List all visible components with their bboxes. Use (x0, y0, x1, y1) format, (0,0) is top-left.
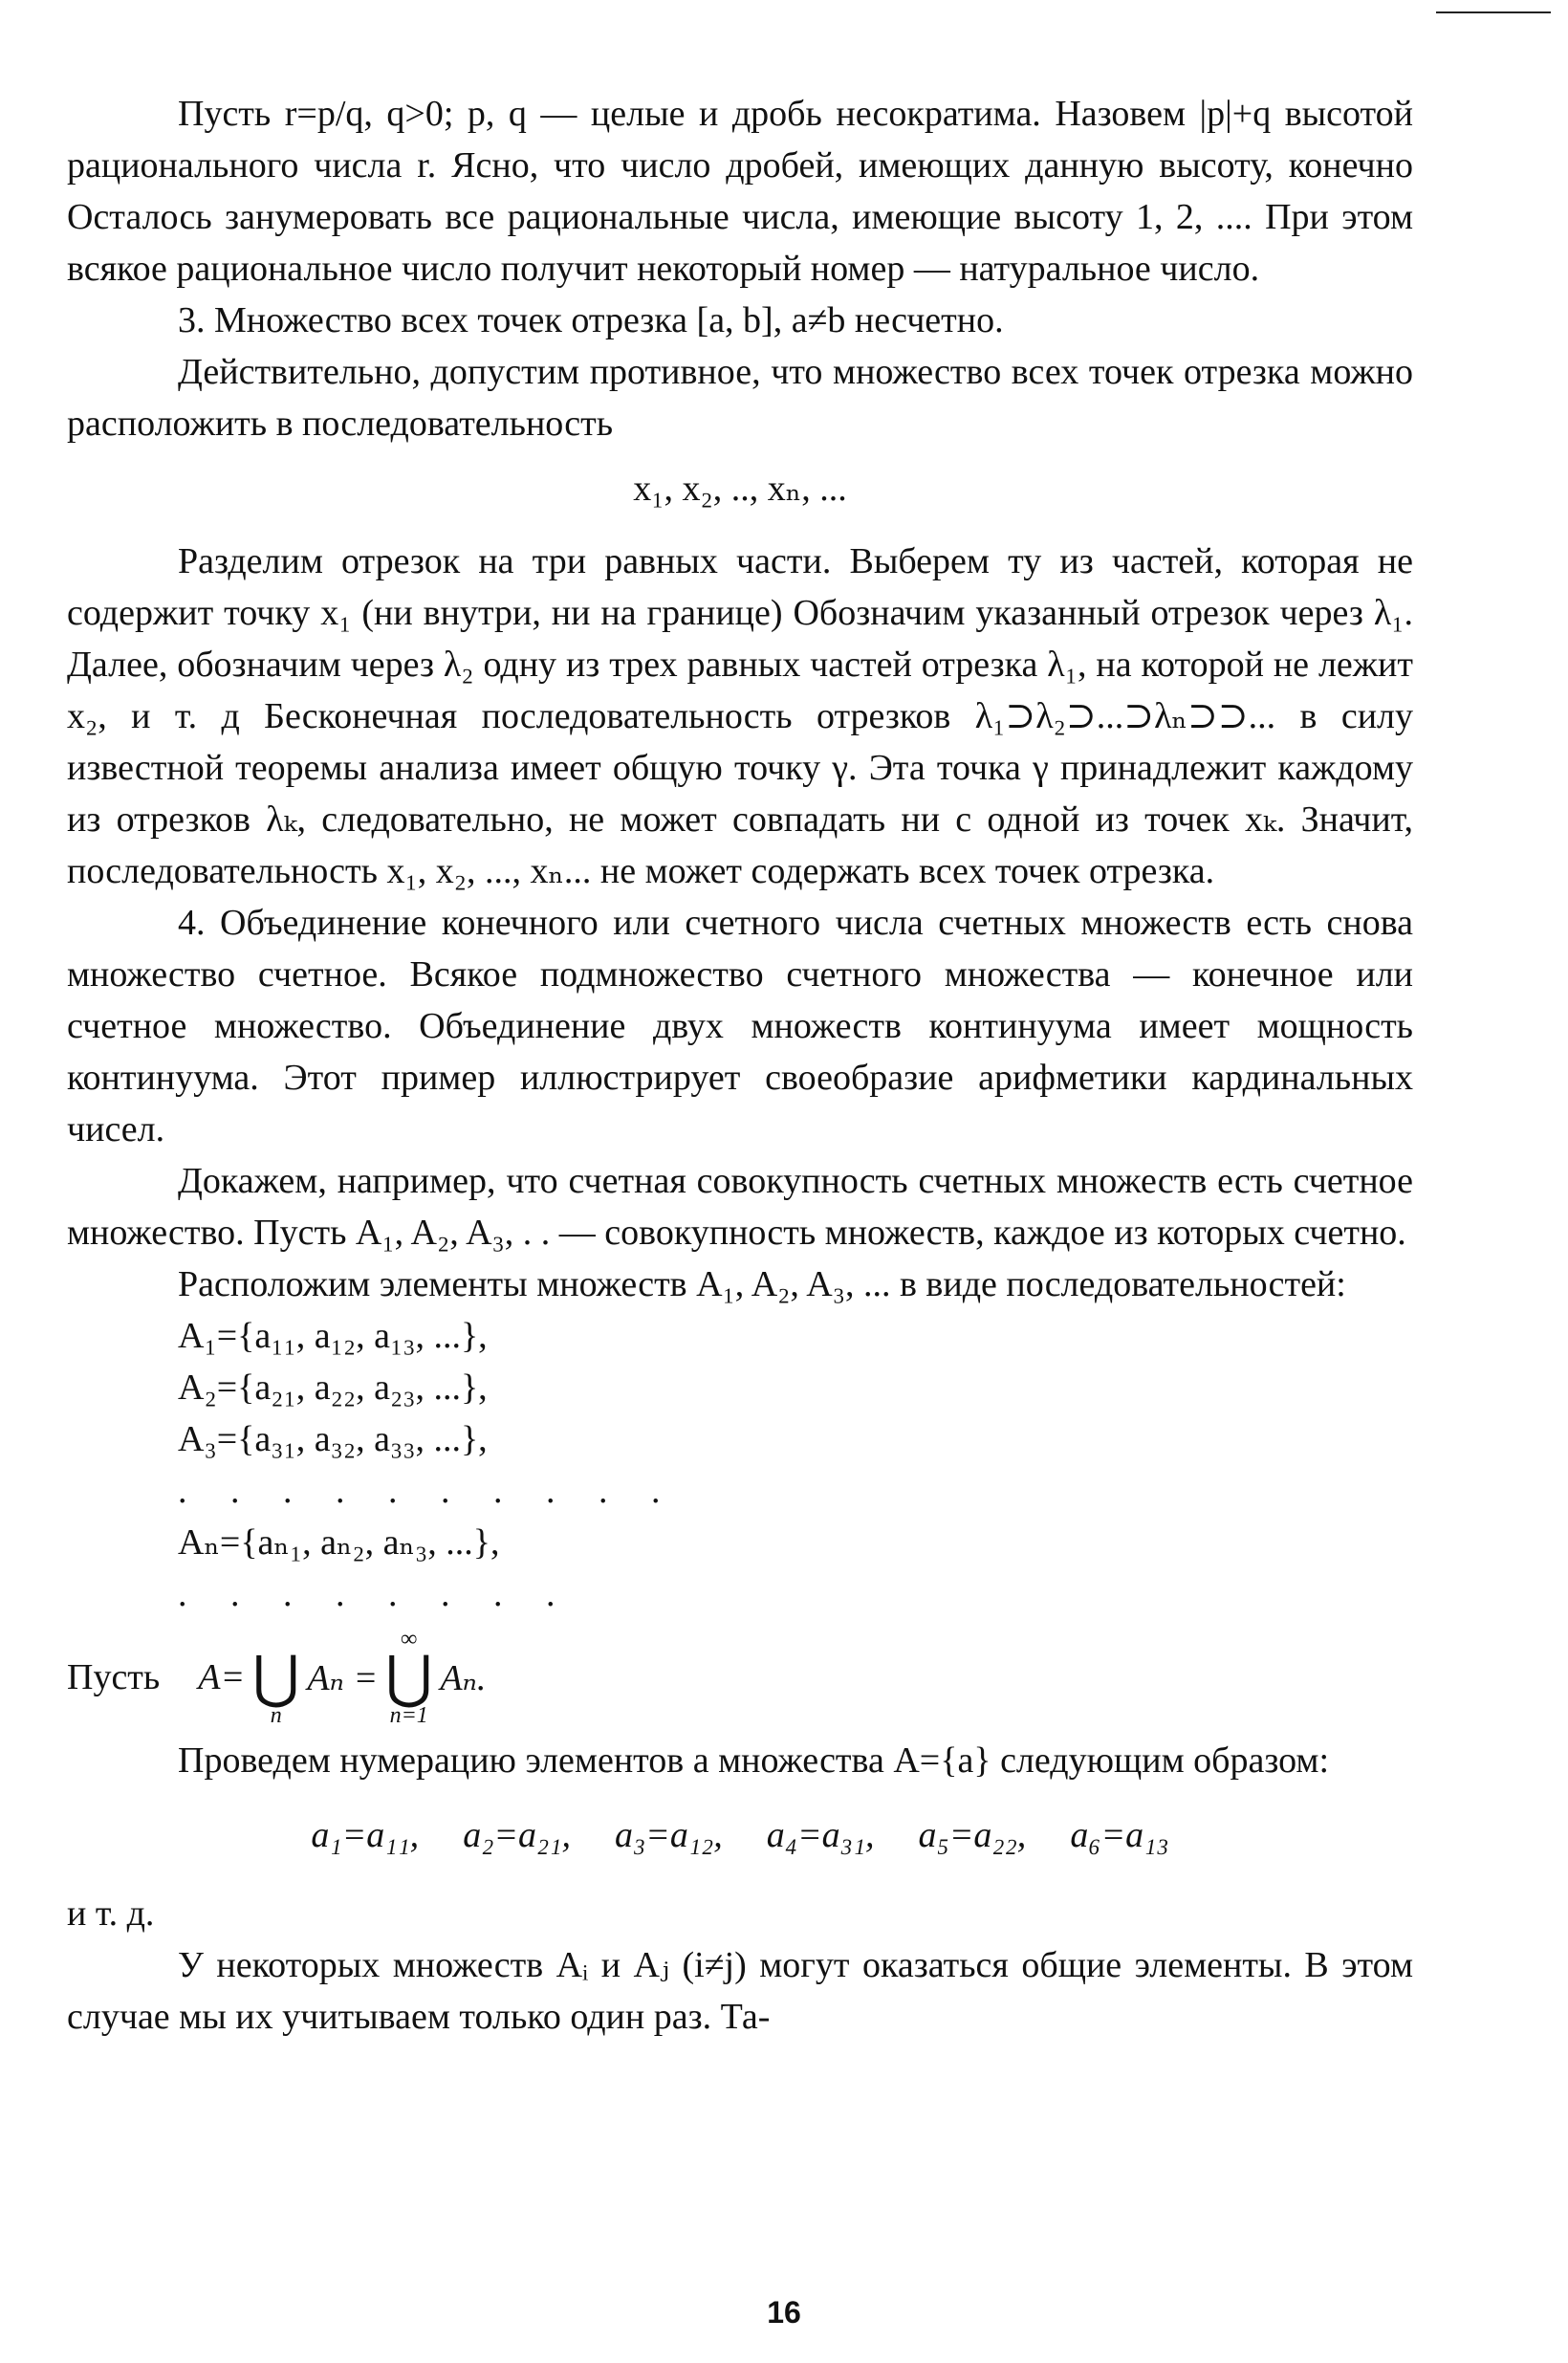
paragraph-proof-start: Действительно, допустим противное, что множество всех точек отрезка можно расположить в последовательность (67, 352, 1413, 444)
union-lower-limit: n (270, 1703, 282, 1728)
union-lower-limit: n=1 (389, 1703, 428, 1728)
paragraph-nested-segments: Разделим отрезок на три равных части. Выберем ту из частей, которая не содержит точку x₁ (ни внутри, ни на границе) Обозначим указанный отрезок через λ₁. Далее, обозначим через λ₂ одну из трех равных частей отрезка λ₁, на которой не лежит x₂, и т. д Бесконечная последовательность отрезков λ₁⊃λ₂⊃...⊃λₙ⊃⊃... в силу известной теоремы анализа имеет общую точку γ. Эта точка γ принадлежит каждому из отрезков λₖ, следовательно, не может совпадать ни с одной из точек xₖ. Значит, последовательность x₁, x₂, ..., xₙ... не может содержать всех точек отрезка. (67, 541, 1413, 891)
numbering-term: a₅=a₂₂, (918, 1815, 1027, 1855)
paragraph-arrange-elements: Расположим элементы множеств A₁, A₂, A₃, ... в виде последовательностей: (178, 1264, 1346, 1304)
paragraph-common-elements: У некоторых множеств Aᵢ и Aⱼ (i≠j) могут оказаться общие элементы. В этом случае мы их учитываем только один раз. Та- (67, 1945, 1413, 2037)
union-term: Aₙ. (440, 1657, 487, 1698)
sequence-formula: x₁, x₂, .., xₙ, ... (633, 469, 847, 509)
paragraph-prove-countable: Докажем, например, что счетная совокупность счетных множеств есть счетное множество. Пусть A₁, A₂, A₃, . . — совокупность множеств, каждое из которых счетно. (67, 1161, 1413, 1253)
set-a3-formula: A₃={a₃₁, a₃₂, a₃₃, ...}, (178, 1419, 488, 1459)
numbering-formula (67, 1809, 1413, 1861)
ellipsis-row: . . . . . . . . . . (178, 1471, 678, 1511)
numbering-term: a₃=a₁₂, (614, 1815, 723, 1855)
numbering-term: a₄=a₃₁, (766, 1815, 875, 1855)
union-term: Aₙ = (307, 1657, 379, 1698)
page-body (67, 88, 1413, 2043)
set-a2-formula: A₂={a₂₁, a₂₂, a₂₃, ...}, (178, 1367, 488, 1408)
paragraph-numbering: Проведем нумерацию элементов a множества A={a} следующим образом: (178, 1740, 1329, 1781)
union-operator: ⋃ n (252, 1646, 300, 1728)
set-an-formula: Aₙ={aₙ₁, aₙ₂, aₙ₃, ...}, (178, 1522, 500, 1563)
top-rule (1436, 11, 1551, 13)
numbering-term: a₆=a₁₃ (1070, 1815, 1169, 1855)
page-number: 16 (767, 2295, 801, 2330)
union-upper-limit: ∞ (401, 1627, 418, 1652)
paragraph-etc: и т. д. (67, 1893, 155, 1934)
paragraph-statement-3: 3. Множество всех точек отрезка [a, b], a≠b несчетно. (178, 300, 1004, 340)
union-lead-text: Пусть (67, 1657, 161, 1697)
union-formula (67, 1620, 1413, 1735)
paragraph-statement-4: 4. Объединение конечного или счетного числа счетных множеств есть снова множество счетное. Всякое подмножество счетного множества — конечное или счетное множество. Объединение двух множеств континуума имеет мощность континуума. Этот пример иллюстрирует своеобразие арифметики кардинальных чисел. (67, 903, 1413, 1149)
union-lhs: A= (198, 1657, 246, 1697)
numbering-term: a₁=a₁₁, (311, 1815, 420, 1855)
paragraph-height-definition: Пусть r=p/q, q>0; p, q — целые и дробь несократима. Назовем |p|+q высотой рационального числа r. Ясно, что число дробей, имеющих данную высоту, конечно Осталось занумеровать все рациональные числа, имеющие высоту 1, 2, .... При этом всякое рациональное число получит некоторый номер — натуральное число. (67, 94, 1413, 289)
ellipsis-row: . . . . . . . . (178, 1574, 573, 1614)
set-a1-formula: A₁={a₁₁, a₁₂, a₁₃, ...}, (178, 1316, 488, 1356)
numbering-term: a₂=a₂₁, (463, 1815, 571, 1855)
union-operator: ∞ ⋃ n=1 (385, 1627, 433, 1728)
